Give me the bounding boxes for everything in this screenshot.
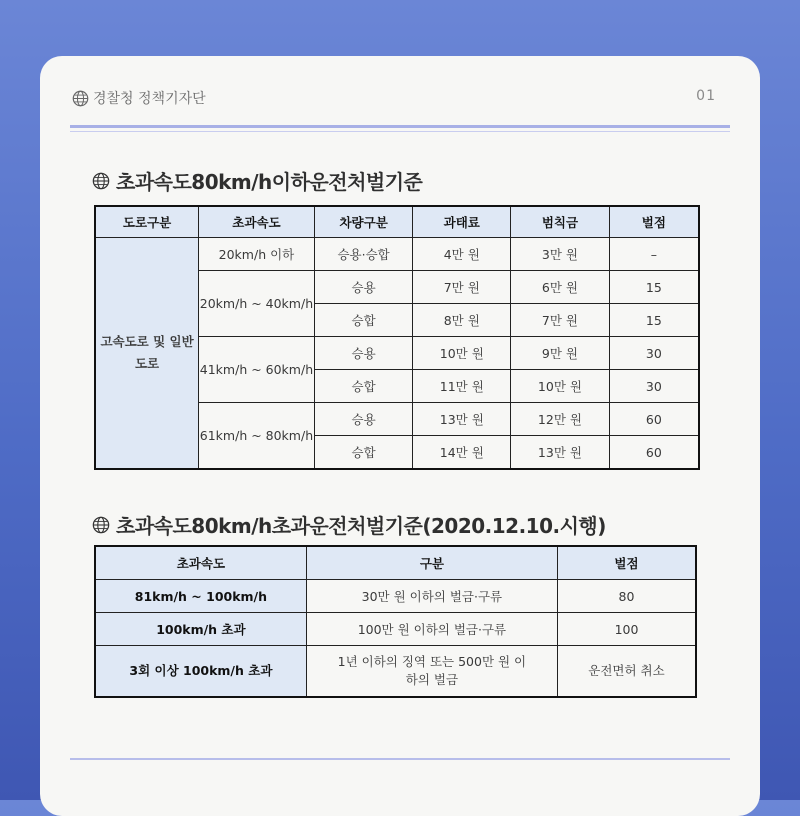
vehicle-cell: 승용	[314, 271, 413, 304]
points-cell: 30	[609, 370, 699, 403]
vehicle-cell: 승합	[314, 304, 413, 337]
speed-cell: 41km/h ~ 60km/h	[199, 337, 315, 403]
column-header: 도로구분	[95, 206, 199, 238]
column-header: 차량구분	[314, 206, 413, 238]
road-type-cell: 고속도로 및 일반도로	[95, 238, 199, 470]
divider	[70, 125, 730, 128]
penalty-cell: 9만 원	[511, 337, 610, 370]
page-number: 01	[696, 88, 716, 104]
type-cell: 30만 원 이하의 벌금·구류	[306, 580, 557, 613]
speed-cell: 100km/h 초과	[95, 613, 306, 646]
divider	[70, 131, 730, 132]
vehicle-cell: 승용	[314, 403, 413, 436]
penalty-table-under-80	[94, 205, 700, 470]
speed-cell: 3회 이상 100km/h 초과	[95, 646, 306, 698]
fine-cell: 13만 원	[413, 403, 511, 436]
speed-cell: 61km/h ~ 80km/h	[199, 403, 315, 470]
column-header: 벌점	[609, 206, 699, 238]
penalty-cell: 13만 원	[511, 436, 610, 470]
penalty-cell: 3만 원	[511, 238, 610, 271]
table-row	[95, 613, 696, 646]
points-cell: 30	[609, 337, 699, 370]
org-name: 경찰청 정책기자단	[93, 91, 206, 107]
fine-cell: 4만 원	[413, 238, 511, 271]
penalty-table-over-80	[94, 545, 697, 698]
points-cell: 60	[609, 436, 699, 470]
section2-title-text: 초과속도80km/h초과운전처벌기준(2020.12.10.시행)	[116, 514, 606, 538]
type-cell: 1년 이하의 징역 또는 500만 원 이하의 벌금	[306, 646, 557, 698]
table-row	[95, 646, 696, 698]
points-cell: 15	[609, 271, 699, 304]
fine-cell: 10만 원	[413, 337, 511, 370]
section1-title	[92, 166, 422, 195]
points-cell: 100	[558, 613, 696, 646]
divider	[70, 758, 730, 760]
type-cell: 100만 원 이하의 벌금·구류	[306, 613, 557, 646]
speed-cell: 81km/h ~ 100km/h	[95, 580, 306, 613]
vehicle-cell: 승합	[314, 370, 413, 403]
table-header-row	[95, 546, 696, 580]
column-header: 과태료	[413, 206, 511, 238]
penalty-cell: 6만 원	[511, 271, 610, 304]
globe-icon	[72, 90, 89, 107]
section2-title	[92, 510, 606, 539]
column-header: 범칙금	[511, 206, 610, 238]
points-cell: –	[609, 238, 699, 271]
table-header-row	[95, 206, 699, 238]
table-row	[95, 580, 696, 613]
globe-icon	[92, 172, 110, 190]
fine-cell: 8만 원	[413, 304, 511, 337]
vehicle-cell: 승용	[314, 337, 413, 370]
fine-cell: 14만 원	[413, 436, 511, 470]
points-cell: 운전면허 취소	[558, 646, 696, 698]
column-header: 구분	[306, 546, 557, 580]
fine-cell: 7만 원	[413, 271, 511, 304]
column-header: 초과속도	[199, 206, 315, 238]
speed-cell: 20km/h ~ 40km/h	[199, 271, 315, 337]
table-row	[95, 238, 699, 271]
header-org	[72, 88, 206, 108]
globe-icon	[92, 516, 110, 534]
points-cell: 60	[609, 403, 699, 436]
penalty-cell: 7만 원	[511, 304, 610, 337]
vehicle-cell: 승합	[314, 436, 413, 470]
penalty-cell: 10만 원	[511, 370, 610, 403]
section1-title-text: 초과속도80km/h이하운전처벌기준	[116, 170, 423, 194]
points-cell: 80	[558, 580, 696, 613]
vehicle-cell: 승용·승합	[314, 238, 413, 271]
penalty-cell: 12만 원	[511, 403, 610, 436]
fine-cell: 11만 원	[413, 370, 511, 403]
column-header: 벌점	[558, 546, 696, 580]
column-header: 초과속도	[95, 546, 306, 580]
speed-cell: 20km/h 이하	[199, 238, 315, 271]
points-cell: 15	[609, 304, 699, 337]
